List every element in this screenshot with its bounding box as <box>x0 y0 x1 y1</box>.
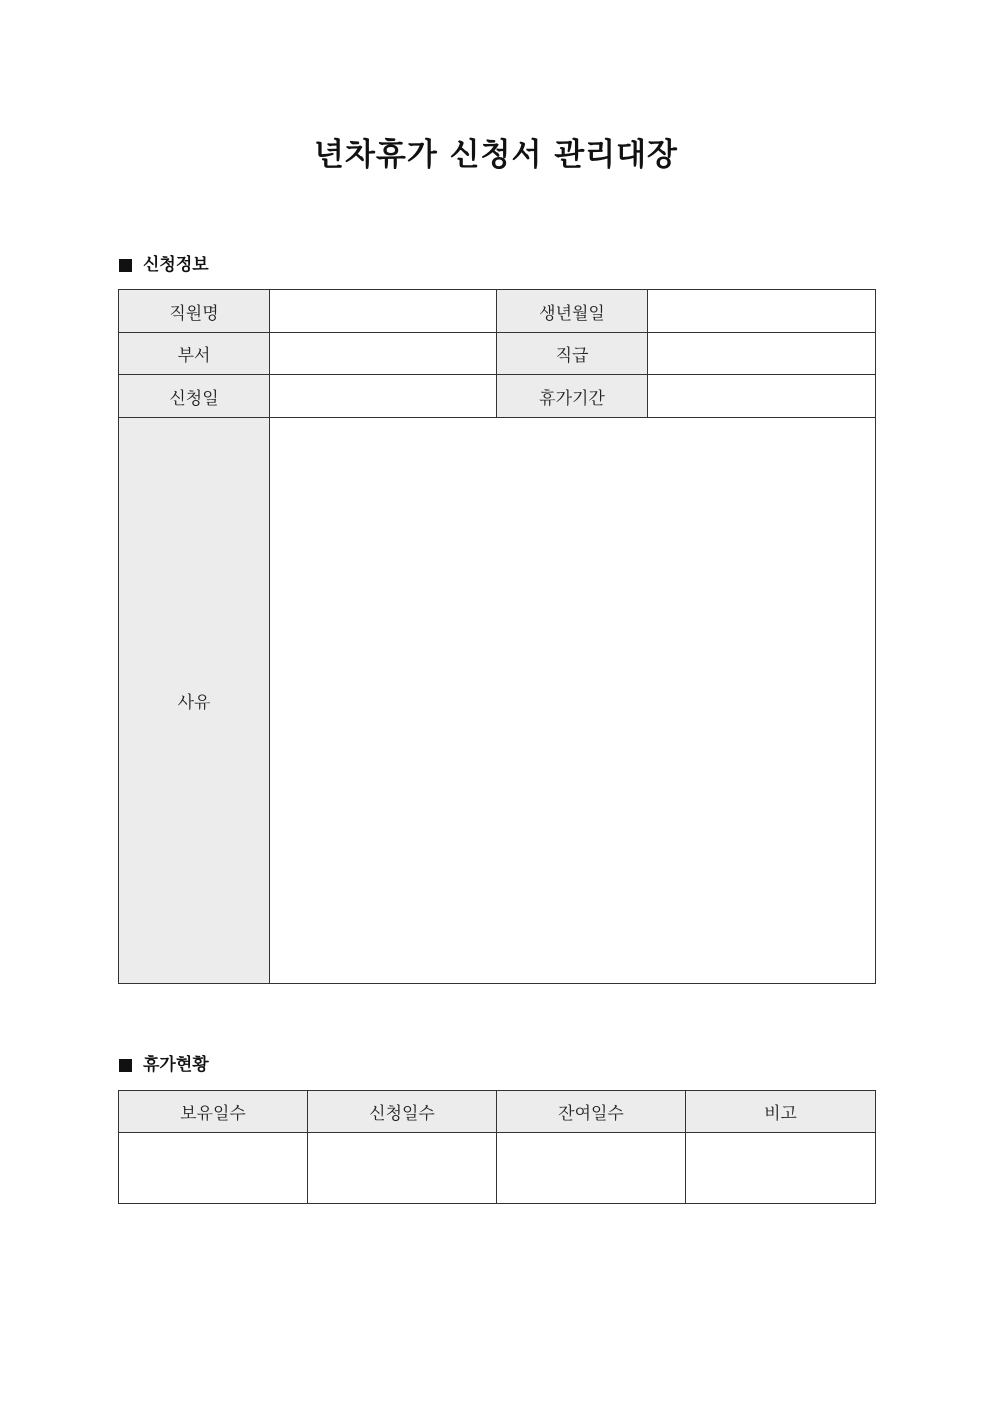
leave-status-heading <box>119 1052 209 1078</box>
square-bullet-icon <box>119 1059 132 1072</box>
leave-period-label: 휴가기간 <box>497 375 648 418</box>
leave-status-heading-text: 휴가현황 <box>143 1055 209 1075</box>
birth-date-field[interactable] <box>648 290 876 333</box>
table-row <box>119 290 876 333</box>
leave-period-field[interactable] <box>648 375 876 418</box>
table-row <box>119 418 876 984</box>
employee-name-field[interactable] <box>270 290 497 333</box>
table-row <box>119 1133 876 1204</box>
application-info-heading-text: 신청정보 <box>143 255 209 275</box>
table-header-row <box>119 1091 876 1133</box>
leave-status-table <box>118 1090 876 1204</box>
remaining-days-header: 잔여일수 <box>497 1091 686 1133</box>
requested-days-header: 신청일수 <box>308 1091 497 1133</box>
table-row <box>119 333 876 375</box>
position-label: 직급 <box>497 333 648 375</box>
application-date-label: 신청일 <box>119 375 270 418</box>
application-info-heading <box>119 252 209 278</box>
birth-date-label: 생년월일 <box>497 290 648 333</box>
remarks-field[interactable] <box>686 1133 876 1204</box>
application-date-field[interactable] <box>270 375 497 418</box>
document-title: 년차휴가 신청서 관리대장 <box>314 137 678 173</box>
reason-field[interactable] <box>270 418 876 984</box>
department-field[interactable] <box>270 333 497 375</box>
remarks-header: 비고 <box>686 1091 876 1133</box>
held-days-field[interactable] <box>119 1133 308 1204</box>
requested-days-field[interactable] <box>308 1133 497 1204</box>
department-label: 부서 <box>119 333 270 375</box>
table-row <box>119 375 876 418</box>
remaining-days-field[interactable] <box>497 1133 686 1204</box>
employee-name-label: 직원명 <box>119 290 270 333</box>
application-info-table <box>118 289 876 984</box>
position-field[interactable] <box>648 333 876 375</box>
reason-label: 사유 <box>119 418 270 984</box>
square-bullet-icon <box>119 259 132 272</box>
held-days-header: 보유일수 <box>119 1091 308 1133</box>
